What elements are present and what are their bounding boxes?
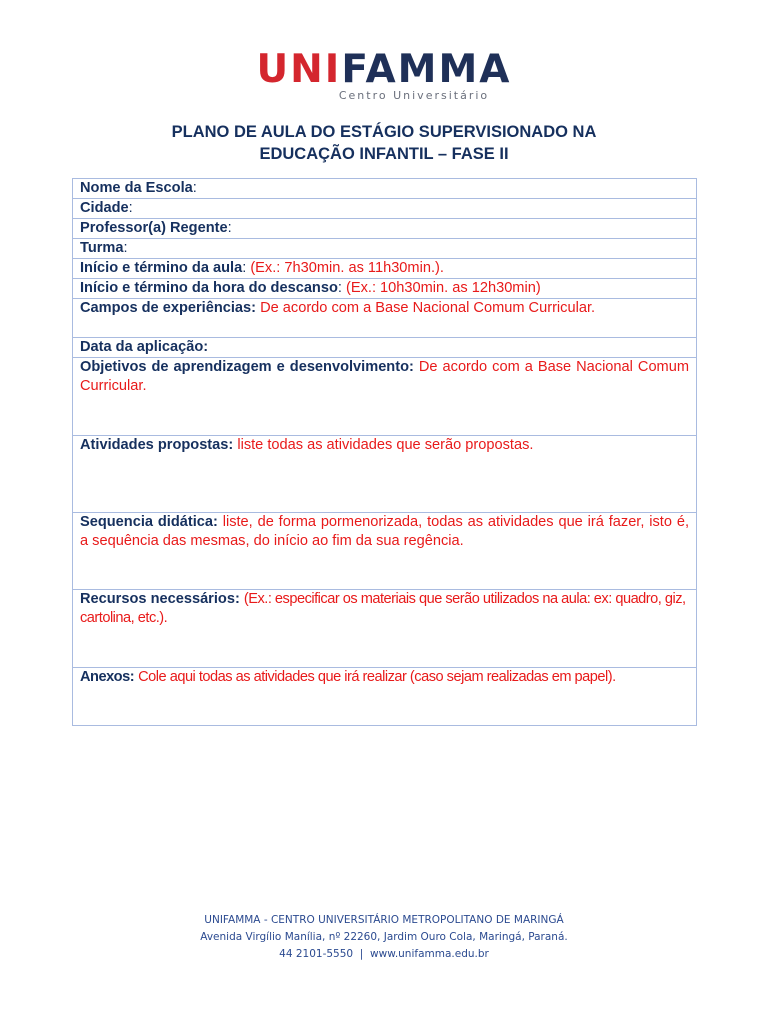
row-atividades xyxy=(73,436,697,513)
title-line-1: PLANO DE AULA DO ESTÁGIO SUPERVISIONADO NA xyxy=(171,123,597,141)
field-aula[interactable]: Início e término da aula: (Ex.: 7h30min. as 11h30min.). xyxy=(73,259,697,279)
field-escola[interactable]: Nome da Escola: xyxy=(73,179,697,199)
logo-famma: FAMMA xyxy=(341,47,512,92)
field-atividades[interactable] xyxy=(73,436,697,513)
atividades-hint: liste todas as atividades que serão propostas. xyxy=(237,437,534,453)
cidade-label: Cidade xyxy=(80,200,129,216)
row-descanso xyxy=(73,279,697,299)
aula-hint: (Ex.: 7h30min. as 11h30min.). xyxy=(250,260,444,276)
campos-label: Campos de experiências: xyxy=(80,300,257,316)
descanso-label: Início e término da hora do descanso xyxy=(80,280,338,296)
footer-separator: | xyxy=(359,948,364,960)
unifamma-logo xyxy=(0,47,768,102)
row-recursos xyxy=(73,590,697,668)
row-campos xyxy=(73,299,697,338)
row-aula xyxy=(73,259,697,279)
field-objetivos[interactable] xyxy=(73,358,697,436)
data-label: Data da aplicação: xyxy=(80,339,209,355)
escola-label: Nome da Escola xyxy=(80,180,193,196)
objetivos-label: Objetivos de aprendizagem e desenvolvimento: xyxy=(80,359,414,375)
row-escola xyxy=(73,179,697,199)
logo-wordmark xyxy=(0,47,768,92)
lesson-plan-form xyxy=(72,178,697,726)
campos-hint: De acordo com a Base Nacional Comum Curricular. xyxy=(260,300,596,316)
footer-phone: 44 2101-5550 xyxy=(279,948,354,960)
row-sequencia xyxy=(73,513,697,590)
row-professor xyxy=(73,219,697,239)
sequencia-hint: liste, de forma pormenorizada, todas as atividades que irá fazer, isto é, a sequência das mesmas, do início ao fim da sua regência. xyxy=(80,514,689,549)
logo-subtitle: Centro Universitário xyxy=(338,89,490,102)
field-descanso[interactable]: Início e término da hora do descanso: (Ex.: 10h30min. as 12h30min) xyxy=(73,279,697,299)
anexos-label: Anexos: xyxy=(80,669,135,685)
sequencia-label: Sequencia didática: xyxy=(80,514,218,530)
professor-label: Professor(a) Regente xyxy=(80,220,228,236)
field-recursos[interactable] xyxy=(73,590,697,668)
field-anexos[interactable] xyxy=(73,668,697,726)
atividades-label: Atividades propostas: xyxy=(80,437,234,453)
row-turma xyxy=(73,239,697,259)
footer-institution: UNIFAMMA - CENTRO UNIVERSITÁRIO METROPOLITANO DE MARINGÁ xyxy=(204,914,564,926)
field-sequencia[interactable] xyxy=(73,513,697,590)
document-title xyxy=(0,121,768,165)
descanso-hint: (Ex.: 10h30min. as 12h30min) xyxy=(346,280,541,296)
field-turma[interactable]: Turma: xyxy=(73,239,697,259)
objetivos-hint: De acordo com a Base Nacional Comum Curricular. xyxy=(80,359,689,394)
footer-contact xyxy=(0,946,768,963)
field-campos[interactable] xyxy=(73,299,697,338)
row-objetivos xyxy=(73,358,697,436)
field-professor[interactable]: Professor(a) Regente: xyxy=(73,219,697,239)
page-footer xyxy=(0,912,768,963)
footer-website-link[interactable]: www.unifamma.edu.br xyxy=(370,948,489,960)
row-cidade xyxy=(73,199,697,219)
footer-address: Avenida Virgílio Manília, nº 22260, Jardim Ouro Cola, Maringá, Paraná. xyxy=(200,931,568,943)
recursos-hint: (Ex.: especificar os materiais que serão utilizados na aula: ex: quadro, giz, cartolina, etc.). xyxy=(80,591,686,626)
aula-label: Início e término da aula xyxy=(80,260,243,276)
anexos-hint: Cole aqui todas as atividades que irá realizar (caso sejam realizadas em papel). xyxy=(138,669,616,685)
logo-uni: UNI xyxy=(256,47,342,92)
row-anexos xyxy=(73,668,697,726)
turma-label: Turma xyxy=(80,240,124,256)
recursos-label: Recursos necessários: xyxy=(80,591,240,607)
row-data xyxy=(73,338,697,358)
field-data[interactable] xyxy=(73,338,697,358)
field-cidade[interactable]: Cidade: xyxy=(73,199,697,219)
title-line-2: EDUCAÇÃO INFANTIL – FASE II xyxy=(259,145,509,163)
